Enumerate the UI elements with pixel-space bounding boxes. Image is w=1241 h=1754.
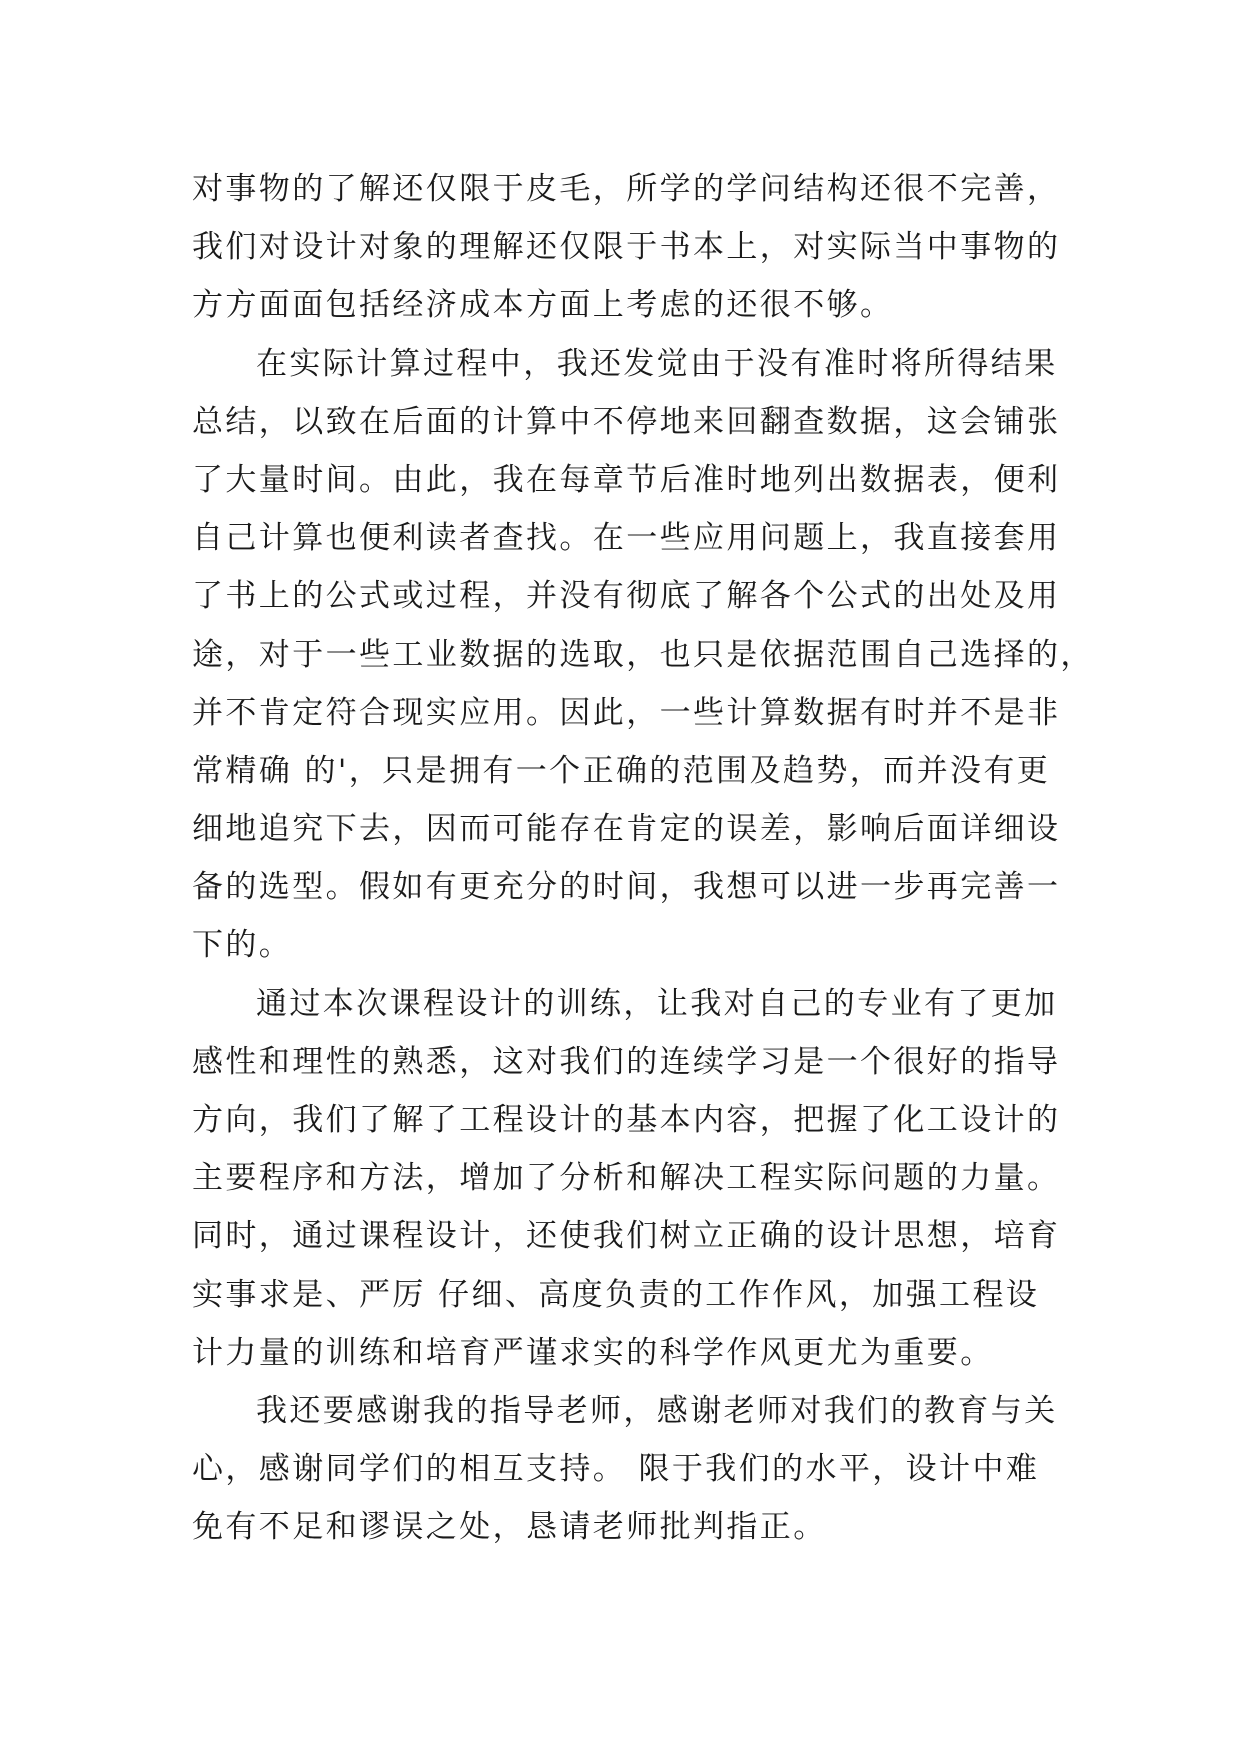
- text-line: 对事物的了解还仅限于皮毛，所学的学问结构还很不完善，: [192, 171, 1061, 207]
- text-line: 方方面面包括经济成本方面上考虑的还很不够。: [192, 287, 894, 324]
- text-line: 同时，通过课程设计，还使我们树立正确的设计思想，培育: [192, 1218, 1061, 1255]
- text-line: 主要程序和方法，增加了分析和解决工程实际问题的力量。: [192, 1160, 1061, 1197]
- text-line: 途，对于一些工业数据的选取，也只是依据范围自己选择的，: [192, 636, 1094, 673]
- text-line: 自己计算也便利读者查找。在一些应用问题上，我直接套用: [192, 520, 1061, 557]
- text-line: 我们对设计对象的理解还仅限于书本上，对实际当中事物的: [192, 229, 1061, 266]
- paragraph-3: [192, 975, 1072, 1382]
- text-line: 了书上的公式或过程，并没有彻底了解各个公式的出处及用: [192, 578, 1061, 615]
- text-line: 免有不足和谬误之处，恳请老师批判指正。: [192, 1509, 827, 1546]
- paragraph-2: [192, 335, 1094, 975]
- text-line: 了大量时间。由此，我在每章节后准时地列出数据表，便利: [192, 461, 1061, 498]
- text-line: 常精确 的'，只是拥有一个正确的范围及趋势，而并没有更: [192, 752, 1051, 789]
- text-line: 实事求是、严厉 仔细、高度负责的工作作风，加强工程设: [192, 1276, 1040, 1313]
- text-line: 方向，我们了解了工程设计的基本内容，把握了化工设计的: [192, 1102, 1061, 1138]
- text-line: 总结，以致在后面的计算中不停地来回翻查数据，这会铺张: [192, 403, 1061, 440]
- text-line: 备的选型。假如有更充分的时间，我想可以进一步再完善一: [192, 869, 1061, 906]
- paragraph-1: [192, 160, 1072, 335]
- text-line: 细地追究下去，因而可能存在肯定的误差，影响后面详细设: [192, 811, 1061, 848]
- text-line: 在实际计算过程中，我还发觉由于没有准时将所得结果: [256, 345, 1058, 382]
- text-line: 计力量的训练和培育严谨求实的科学作风更尤为重要。: [192, 1334, 994, 1371]
- text-line: 我还要感谢我的指导老师，感谢老师对我们的教育与关: [256, 1392, 1058, 1429]
- text-line: 通过本次课程设计的训练，让我对自己的专业有了更加: [256, 985, 1058, 1022]
- text-line: 心，感谢同学们的相互支持。 限于我们的水平，设计中难: [192, 1451, 1040, 1488]
- paragraph-4: [192, 1382, 1072, 1557]
- text-line: 下的。: [192, 927, 293, 964]
- body-text: [192, 160, 1094, 1557]
- text-line: 感性和理性的熟悉，这对我们的连续学习是一个很好的指导: [192, 1043, 1061, 1080]
- text-line: 并不肯定符合现实应用。因此，一些计算数据有时并不是非: [192, 694, 1061, 731]
